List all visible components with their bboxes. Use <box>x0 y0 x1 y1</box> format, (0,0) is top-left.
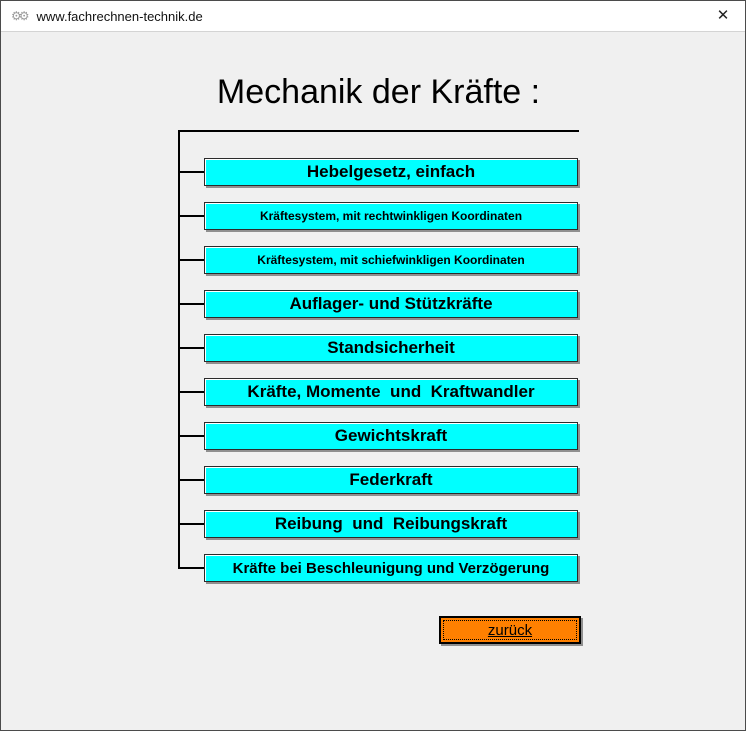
menu-button[interactable]: Hebelgesetz, einfach <box>204 158 578 186</box>
back-button[interactable]: zurück <box>439 616 581 644</box>
tree-branch-line <box>178 171 204 173</box>
menu-button[interactable]: Standsicherheit <box>204 334 578 362</box>
tree-branch-line <box>178 303 204 305</box>
tree-top-line <box>178 130 579 132</box>
tree-branch-line <box>178 391 204 393</box>
tree-branch-line <box>178 479 204 481</box>
tree-branch-line <box>178 435 204 437</box>
tree-branch-line <box>178 567 204 569</box>
tree-branch-line <box>178 347 204 349</box>
menu-button[interactable]: Kräfte bei Beschleunigung und Verzögerung <box>204 554 578 582</box>
tree-branch-line <box>178 215 204 217</box>
menu-button[interactable]: Auflager- und Stützkräfte <box>204 290 578 318</box>
menu-button[interactable]: Kräftesystem, mit rechtwinkligen Koordinaten <box>204 202 578 230</box>
tree-vertical-line <box>178 130 180 569</box>
tree-branch-line <box>178 259 204 261</box>
window-title: www.fachrechnen-technik.de <box>36 8 203 24</box>
menu-button[interactable]: Kräftesystem, mit schiefwinkligen Koordinaten <box>204 246 578 274</box>
gears-icon: ⚙⚙ <box>11 9 27 23</box>
menu-button[interactable]: Kräfte, Momente und Kraftwandler <box>204 378 578 406</box>
menu-button[interactable]: Gewichtskraft <box>204 422 578 450</box>
title-bar <box>1 1 745 32</box>
tree-branch-line <box>178 523 204 525</box>
page-title: Mechanik der Kräfte : <box>216 73 541 111</box>
menu-button[interactable]: Reibung und Reibungskraft <box>204 510 578 538</box>
menu-button[interactable]: Federkraft <box>204 466 578 494</box>
close-icon[interactable]: ✕ <box>701 1 745 31</box>
